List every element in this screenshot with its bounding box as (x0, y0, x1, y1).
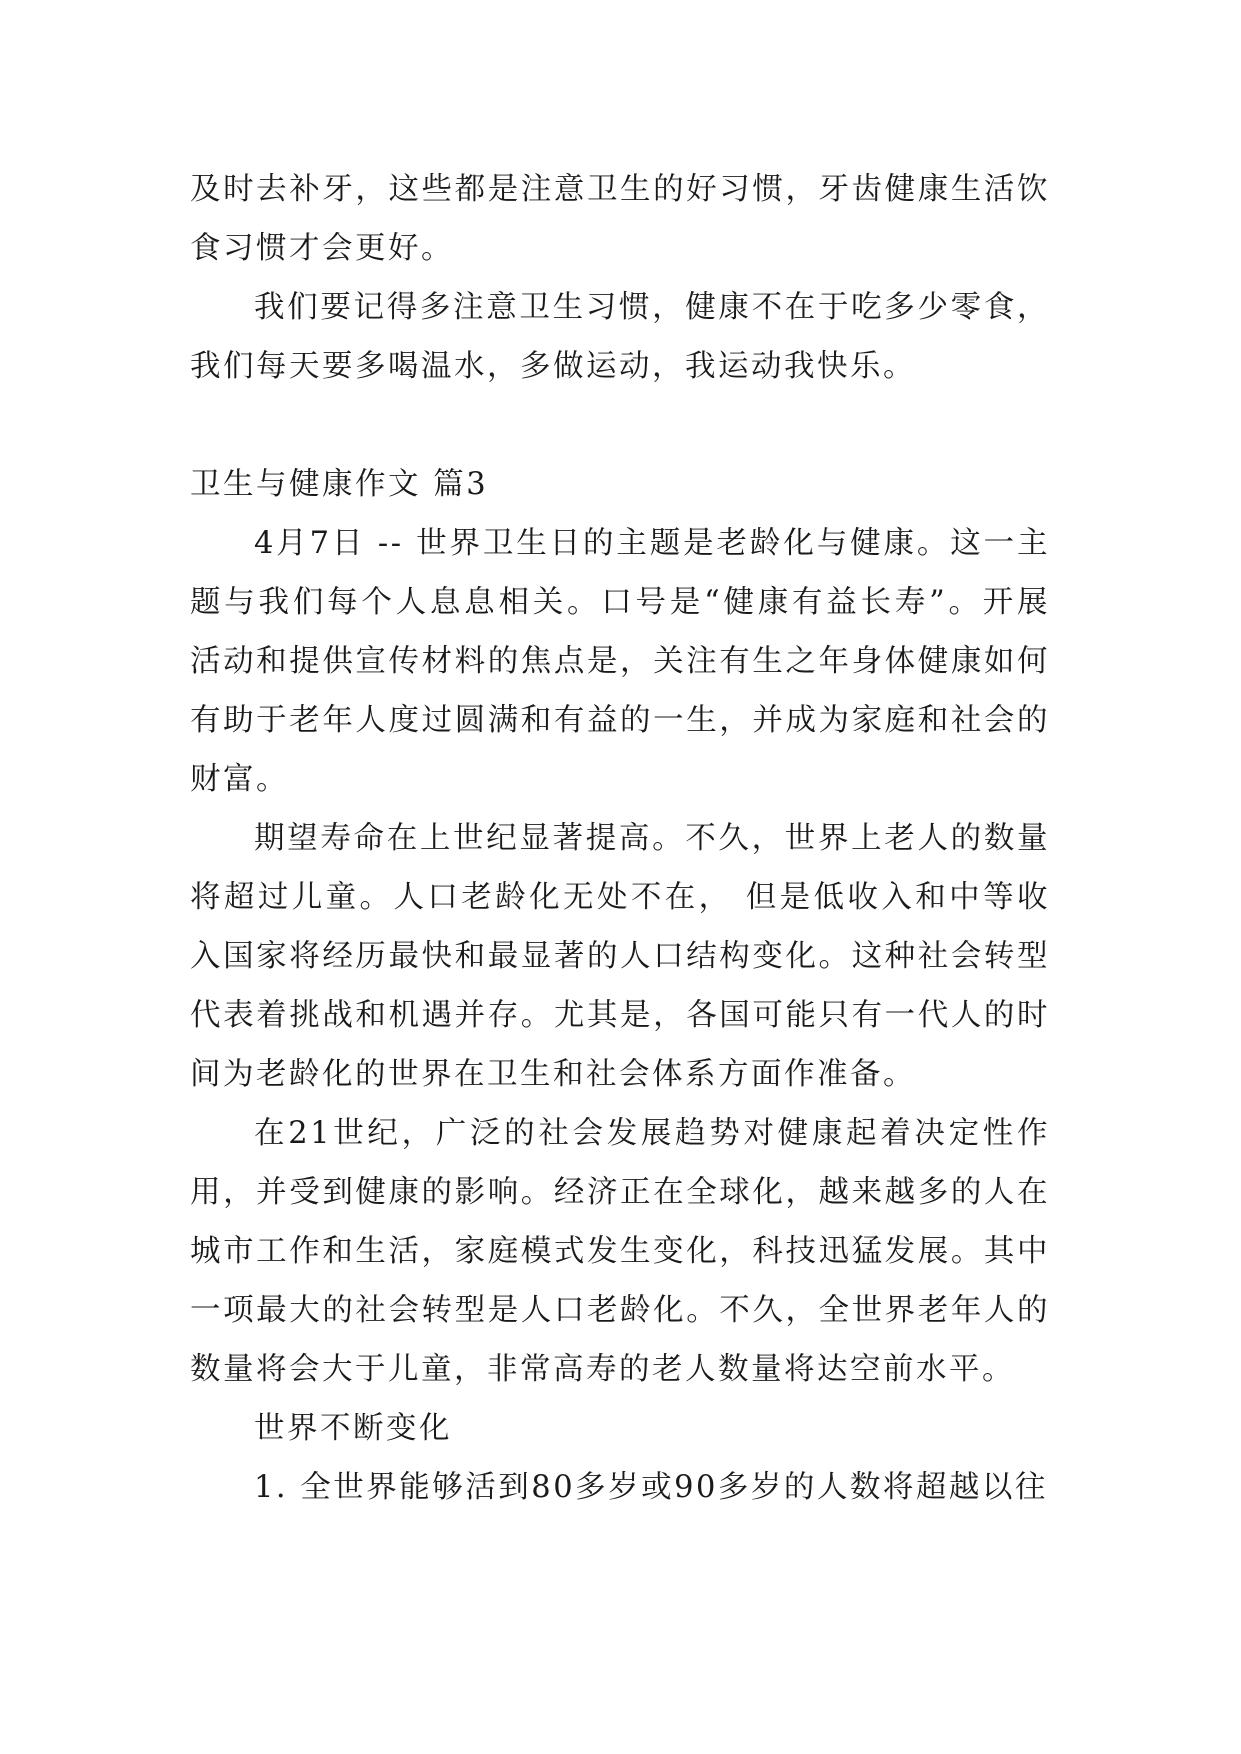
paragraph-closing: 我们要记得多注意卫生习惯，健康不在于吃多少零食，我们每天要多喝温水，多做运动，我运动我快乐。 (190, 290, 1050, 384)
section-gap (190, 396, 1050, 455)
section-heading: 卫生与健康作文 篇3 (190, 467, 489, 502)
subheading-world-changing: 世界不断变化 (254, 1411, 452, 1446)
paragraph-life-expectancy: 期望寿命在上世纪显著提高。不久，世界上老人的数量将超过儿童。人口老龄化无处不在， 但是低收入和中等收入国家将经历最快和最显著的人口结构变化。这种社会转型代表着挑战和机遇并存。尤其是，各国可能只有一代人的时间为老龄化的世界在卫生和社会体系方面作准备。 (190, 821, 1050, 1092)
paragraph-continuation: 及时去补牙，这些都是注意卫生的好习惯，牙齿健康生活饮食习惯才会更好。 (190, 172, 1050, 266)
document-body (190, 160, 1050, 1517)
list-item-1: 1. 全世界能够活到80多岁或90多岁的人数将超越以往 (254, 1470, 1048, 1505)
paragraph-21st-century: 在21世纪，广泛的社会发展趋势对健康起着决定性作用，并受到健康的影响。经济正在全球化，越来越多的人在城市工作和生活，家庭模式发生变化，科技迅猛发展。其中一项最大的社会转型是人口老龄化。不久，全世界老年人的数量将会大于儿童，非常高寿的老人数量将达空前水平。 (190, 1116, 1050, 1387)
paragraph-world-health-day: 4月7日 -- 世界卫生日的主题是老龄化与健康。这一主题与我们每个人息息相关。口号是“健康有益长寿”。开展活动和提供宣传材料的焦点是，关注有生之年身体健康如何有助于老年人度过圆满和有益的一生，并成为家庭和社会的财富。 (190, 526, 1050, 797)
